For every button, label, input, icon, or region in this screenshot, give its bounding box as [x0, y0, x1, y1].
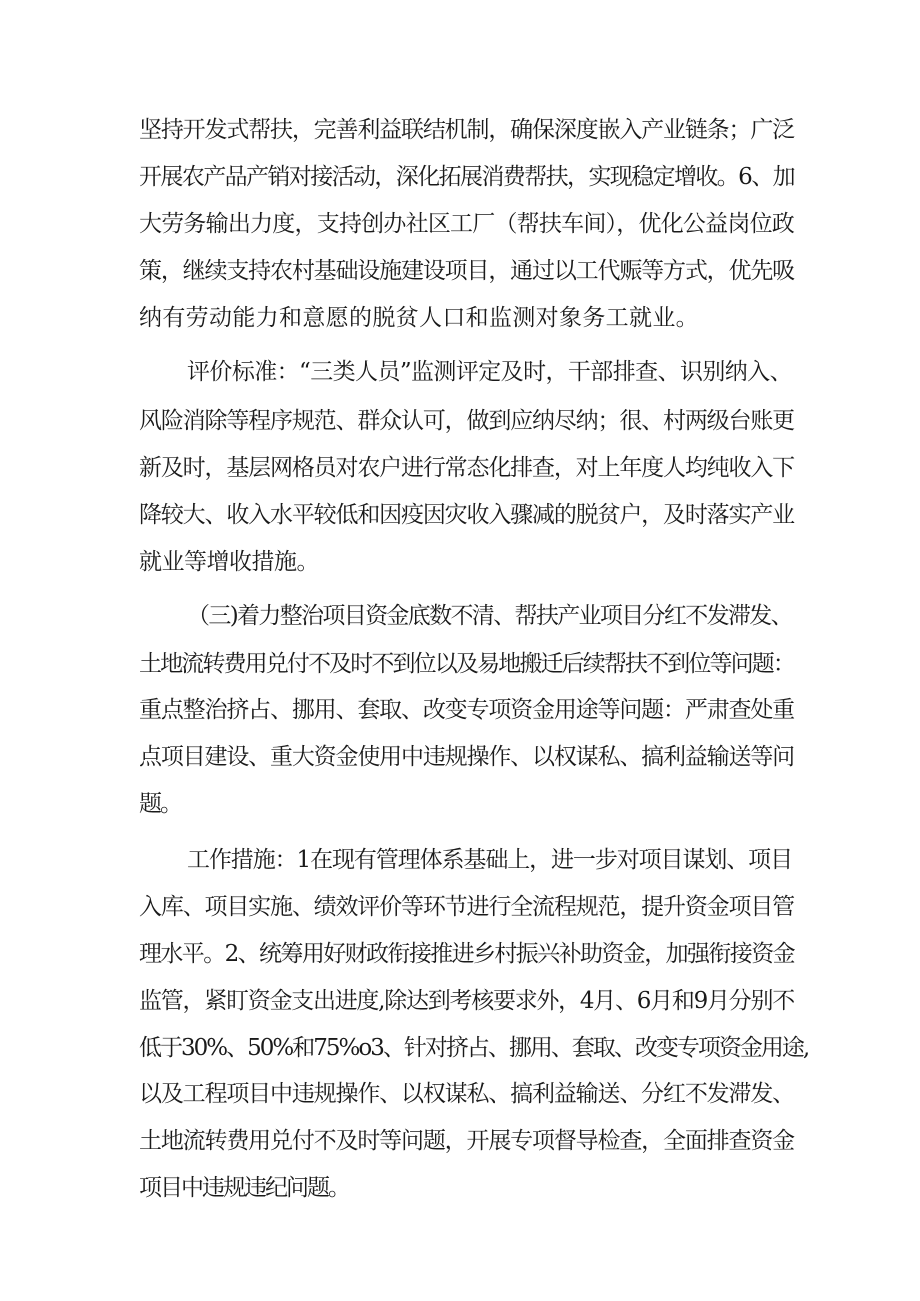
text-line: 入库、项目实施、绩效评价等环节进行全流程规范，提升资金项目管 — [139, 894, 795, 920]
text-line: 就业等增收措施。 — [139, 549, 319, 575]
text-line: 降较大、收入水平较低和因疫因灾收入骤减的脱贫户，及时落实产业 — [139, 502, 795, 528]
text-line: 题。 — [139, 791, 181, 817]
text-line: 土地流转费用兑付不及时等问题，开展专项督导检查，全面排查资金 — [139, 1128, 795, 1154]
text-line: 土地流转费用兑付不及时不到位以及易地搬迁后续帮扶不到位等问题： — [139, 651, 795, 677]
text-line: 开展农产品产销对接活动，深化拓展消费帮扶，实现稳定增收。6、加 — [139, 164, 794, 190]
text-line: 大劳务输出力度，支持创办社区工厂（帮扶车间），优化公益岗位政 — [139, 211, 795, 237]
text-line: 项目中违规违纪问题。 — [139, 1175, 349, 1201]
text-line: 监管，紧盯资金支出进度,除达到考核要求外，4月、6月和9月分别不 — [139, 988, 794, 1014]
text-line: 风险消除等程序规范、群众认可，做到应纳尽纳；很、村两级台账更 — [139, 408, 795, 434]
text-line: 点项目建设、重大资金使用中违规操作、以权谋私、搞利益输送等问 — [139, 744, 795, 770]
text-line: 新及时，基层网格员对农户进行常态化排查，对上年度人均纯收入下 — [139, 455, 795, 481]
text-line: 坚持开发式帮扶，完善利益联结机制，确保深度嵌入产业链条；广泛 — [139, 117, 795, 143]
text-line: 理水平。2、统筹用好财政衔接推进乡村振兴补助资金，加强衔接资金 — [139, 941, 794, 967]
text-line: 低于30%、50%和75%o3、针对挤占、挪用、套取、改变专项资金用途, — [139, 1035, 809, 1061]
text-line: 评价标准：“三类人员”监测评定及时，干部排查、识别纳入、 — [187, 359, 792, 385]
text-line: 工作措施：1在现有管理体系基础上，进一步对项目谋划、项目 — [187, 847, 792, 873]
text-line: 策，继续支持农村基础设施建设项目，通过以工代赈等方式，优先吸 — [139, 258, 795, 284]
text-line: 以及工程项目中违规操作、以权谋私、搞利益输送、分红不发滞发、 — [139, 1081, 795, 1107]
text-line: 纳有劳动能力和意愿的脱贫人口和监测对象务工就业。 — [139, 305, 699, 331]
text-line: （三)着力整治项目资金底数不清、帮扶产业项目分红不发滞发、 — [187, 603, 792, 629]
text-line: 重点整治挤占、挪用、套取、改变专项资金用途等问题：严肃查处重 — [139, 697, 795, 723]
